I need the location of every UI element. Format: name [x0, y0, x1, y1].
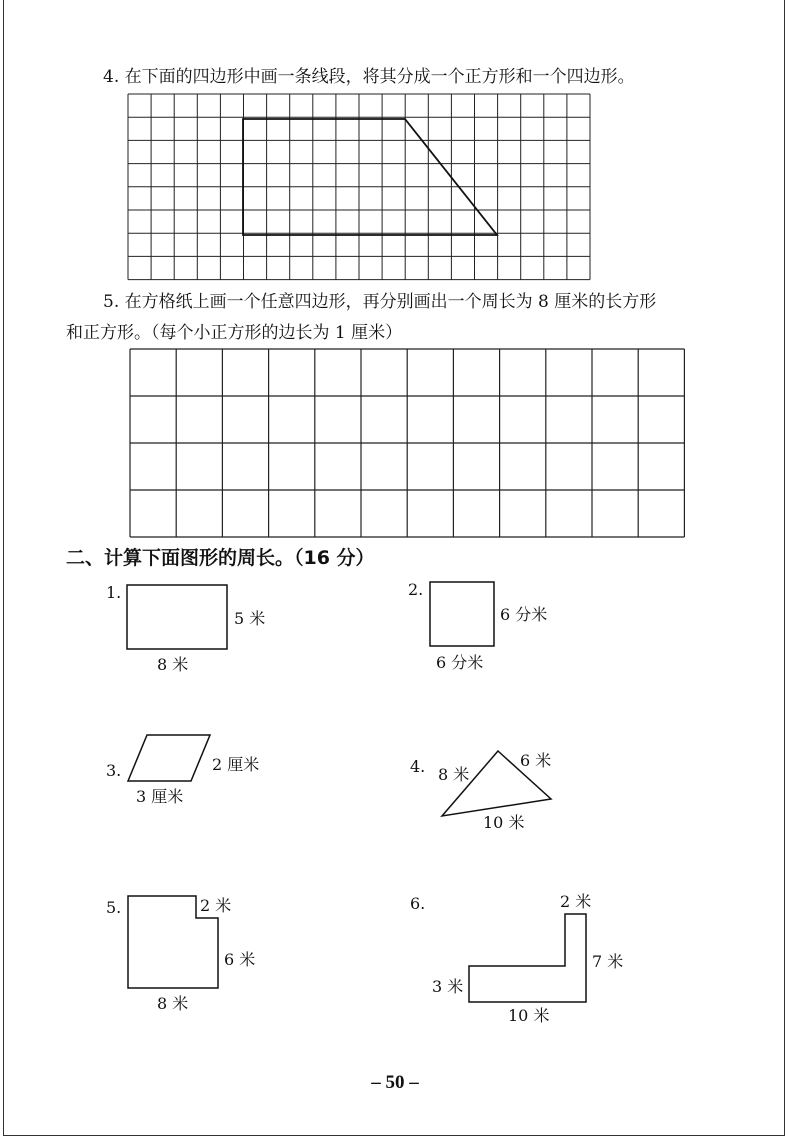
figure-5-number: 5.: [106, 898, 122, 917]
figure-2-bottom-label: 6 分米: [436, 653, 484, 672]
figure-4-left-label: 8 米: [438, 765, 470, 784]
figure-3-parallelogram: [128, 735, 210, 781]
figure-5-width-label: 8 米: [157, 994, 189, 1013]
q5-prompt-1: 在方格纸上画一个任意四边形，再分别画出一个周长为 8 厘米的长方形: [124, 292, 657, 312]
figure-4: [410, 751, 551, 832]
q5-number: 5.: [103, 292, 120, 312]
q4-prompt: 在下面的四边形中画一条线段，将其分成一个正方形和一个四边形。: [124, 67, 635, 87]
figure-2-side-label: 6 分米: [500, 605, 548, 624]
figure-6-left-label: 3 米: [432, 977, 464, 996]
figure-2: [408, 580, 547, 672]
page-number: – 50 –: [371, 1072, 419, 1093]
figure-4-number: 4.: [410, 757, 426, 776]
figure-3-side-label: 2 厘米: [212, 755, 260, 774]
figure-6: [410, 892, 623, 1025]
figure-5-height-label: 6 米: [224, 950, 256, 969]
figure-1-rectangle: [127, 585, 227, 649]
figure-3: [106, 735, 259, 806]
figure-5-notch-label: 2 米: [200, 896, 232, 915]
figure-2-number: 2.: [408, 580, 424, 599]
figure-6-height-label: 7 米: [592, 952, 624, 971]
figure-1-number: 1.: [106, 583, 122, 602]
figure-1-height-label: 5 米: [234, 609, 266, 628]
figure-4-right-label: 6 米: [520, 751, 552, 770]
figure-1: [106, 583, 265, 674]
figure-6-number: 6.: [410, 894, 426, 913]
section2-title: 二、计算下面图形的周长。（16 分）: [66, 547, 375, 569]
q4-number: 4.: [103, 67, 120, 87]
figure-6-shape: [469, 914, 586, 1002]
q5-prompt-2: 和正方形。（每个小正方形的边长为 1 厘米）: [66, 323, 403, 343]
figure-1-width-label: 8 米: [157, 655, 189, 674]
figure-3-base-label: 3 厘米: [136, 787, 184, 806]
figure-6-base-label: 10 米: [508, 1006, 550, 1025]
figure-2-square: [430, 582, 494, 646]
figure-6-top-label: 2 米: [560, 892, 592, 911]
figure-5: [106, 896, 255, 1013]
figure-4-base-label: 10 米: [483, 813, 525, 832]
figure-3-number: 3.: [106, 761, 122, 780]
